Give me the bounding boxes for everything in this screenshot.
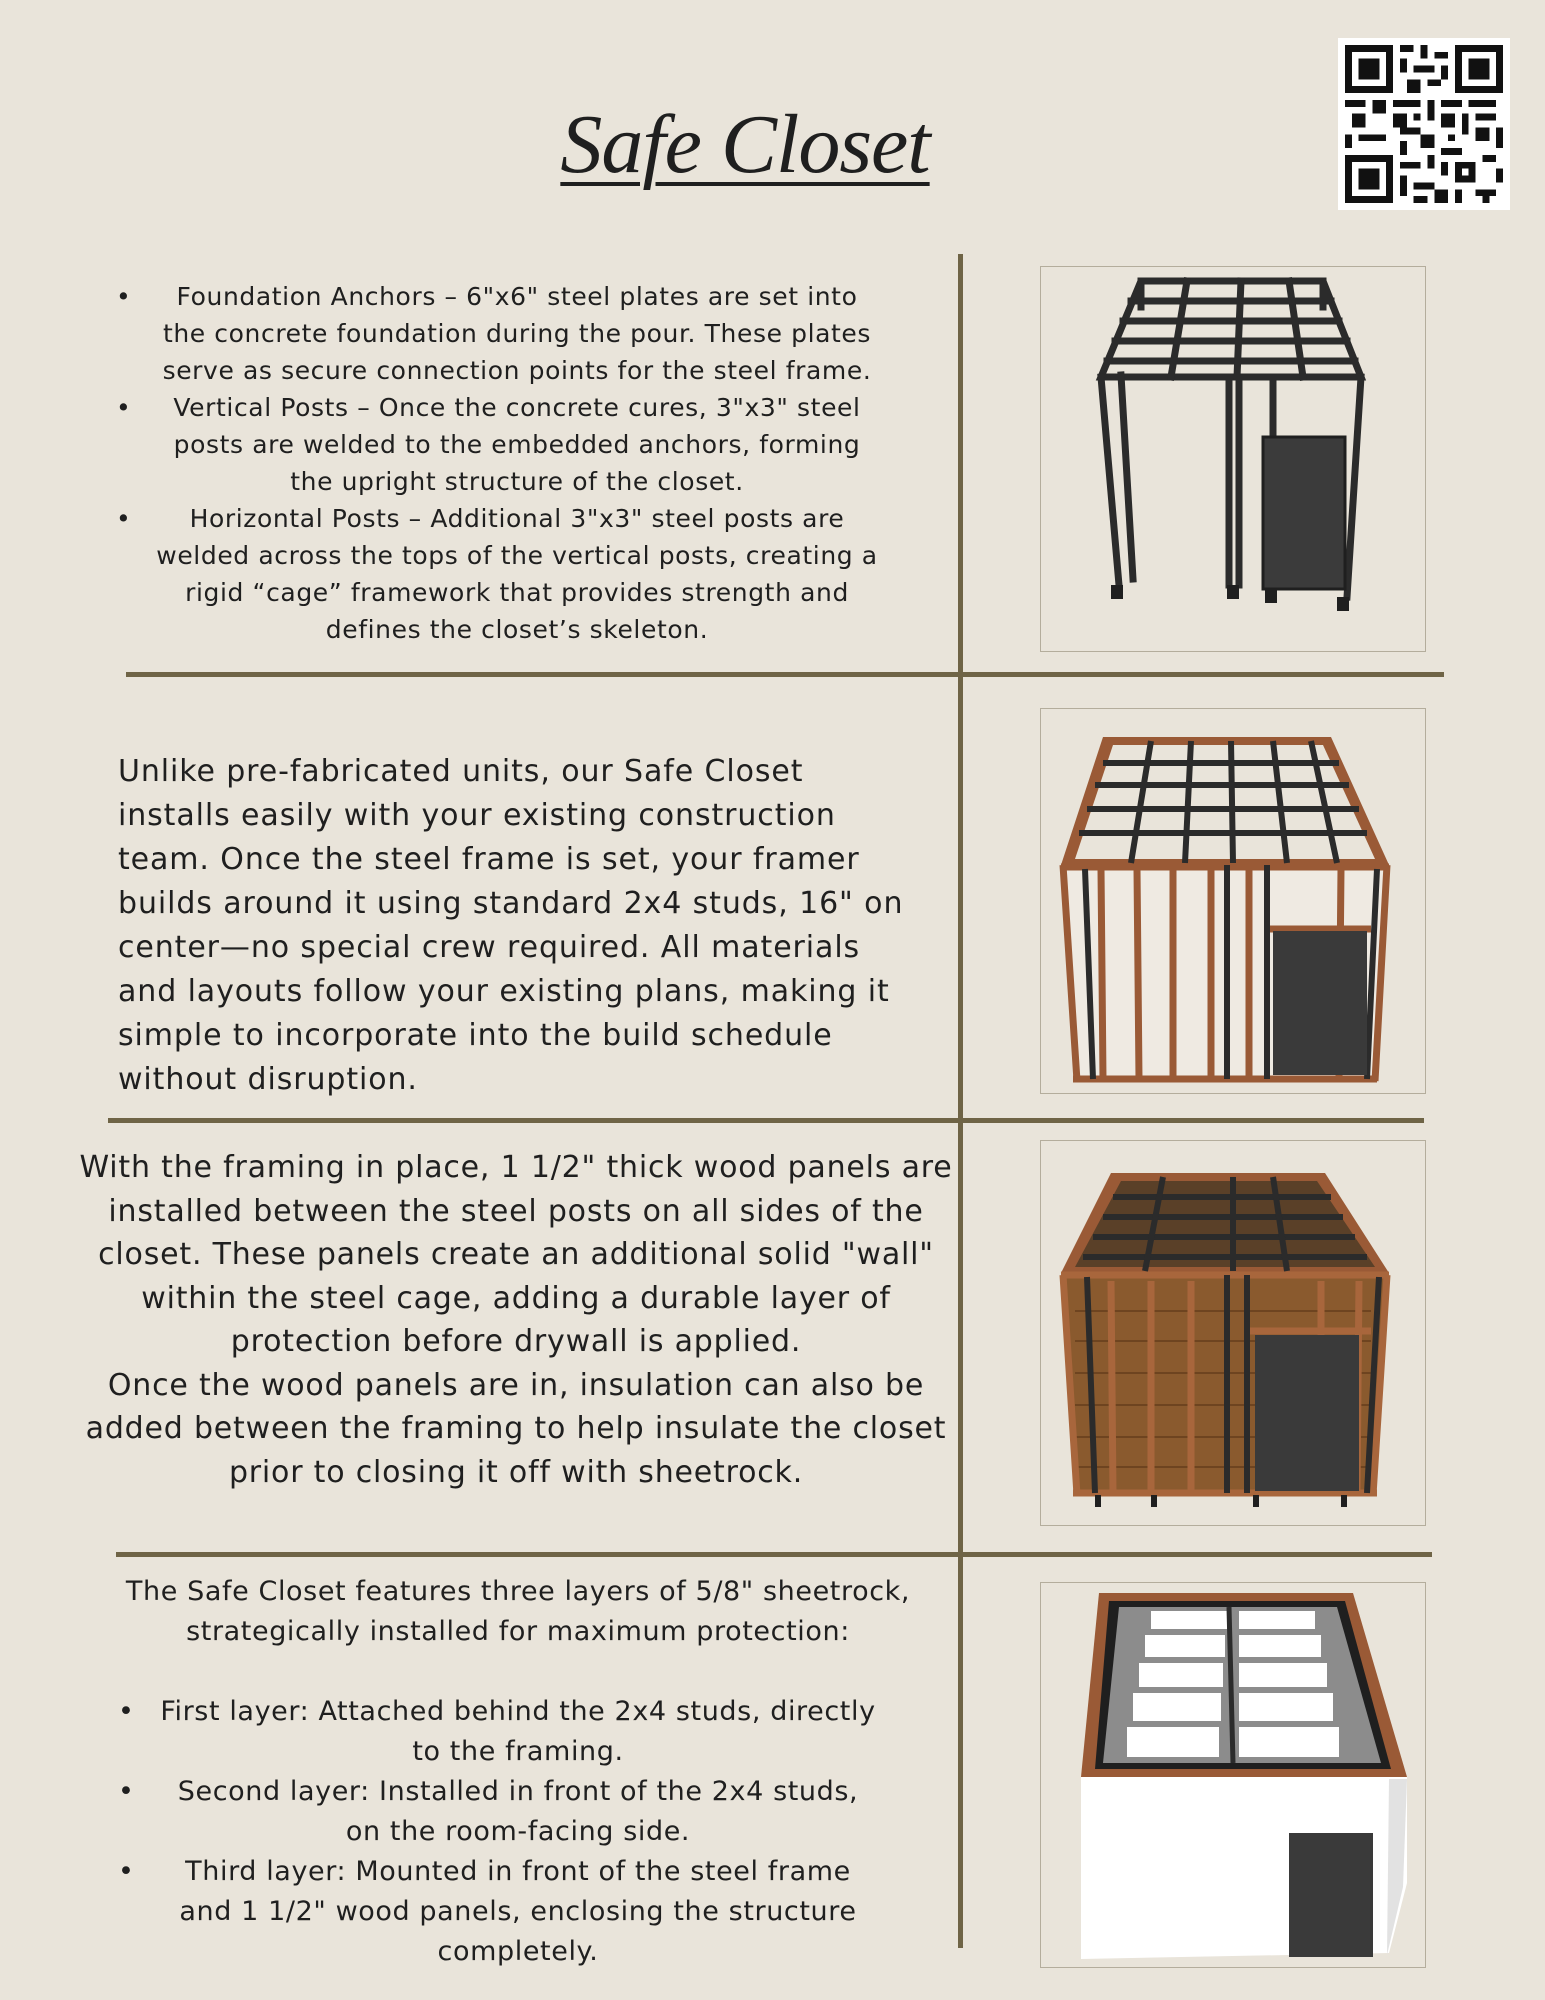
page-title: Safe Closet — [560, 98, 930, 191]
list-item: • Third layer: Mounted in front of the steel frame and 1 1/2" wood panels, enclosing the structure completely. — [118, 1852, 918, 1972]
list-item: • Vertical Posts – Once the concrete cures, 3"x3" steel posts are welded to the embedded anchors, forming the upright structure of the closet. — [116, 389, 916, 500]
wood-panels-text — [66, 1146, 966, 1494]
qr-code-icon[interactable] — [1338, 38, 1510, 210]
installation-paragraph: Unlike pre-fabricated units, our Safe Closet installs easily with your existing construction team. Once the steel frame is set, your framer builds around it using standard 2x4 studs, 16" on center—no special crew required. All materials and layouts follow your existing plans, making it simple to incorporate into the build schedule without disruption. — [118, 754, 904, 1097]
steel-frame-illustration — [1040, 266, 1426, 652]
sheetrock-illustration — [1040, 1582, 1426, 1968]
foundation-steps-list — [116, 278, 916, 648]
horizontal-divider — [108, 1118, 1424, 1123]
list-item: • First layer: Attached behind the 2x4 studs, directly to the framing. — [118, 1692, 918, 1772]
vertical-divider — [958, 254, 963, 1948]
list-item: • Foundation Anchors – 6"x6" steel plates are set into the concrete foundation during the pour. These plates serve as secure connection points for the steel frame. — [116, 278, 916, 389]
horizontal-divider — [126, 672, 1444, 677]
insulation-paragraph: Once the wood panels are in, insulation can also be added between the framing to help insulate the closet prior to closing it off with sheetrock. — [85, 1367, 947, 1490]
framing-illustration — [1040, 708, 1426, 1094]
wood-panels-illustration — [1040, 1140, 1426, 1526]
sheetrock-intro: The Safe Closet features three layers of 5/8" sheetrock, strategically installed for maximum protection: — [125, 1576, 911, 1647]
list-item: • Second layer: Installed in front of the 2x4 studs, on the room-facing side. — [118, 1772, 918, 1852]
sheetrock-text — [118, 1572, 918, 1972]
list-item: • Horizontal Posts – Additional 3"x3" steel posts are welded across the tops of the vertical posts, creating a rigid “cage” framework that provides strength and defines the closet’s skeleton. — [116, 500, 916, 648]
wood-panels-paragraph: With the framing in place, 1 1/2" thick wood panels are installed between the steel posts on all sides of the closet. These panels create an additional solid "wall" within the steel cage, adding a durable layer of protection before drywall is applied. — [79, 1150, 953, 1359]
horizontal-divider — [116, 1552, 1432, 1557]
